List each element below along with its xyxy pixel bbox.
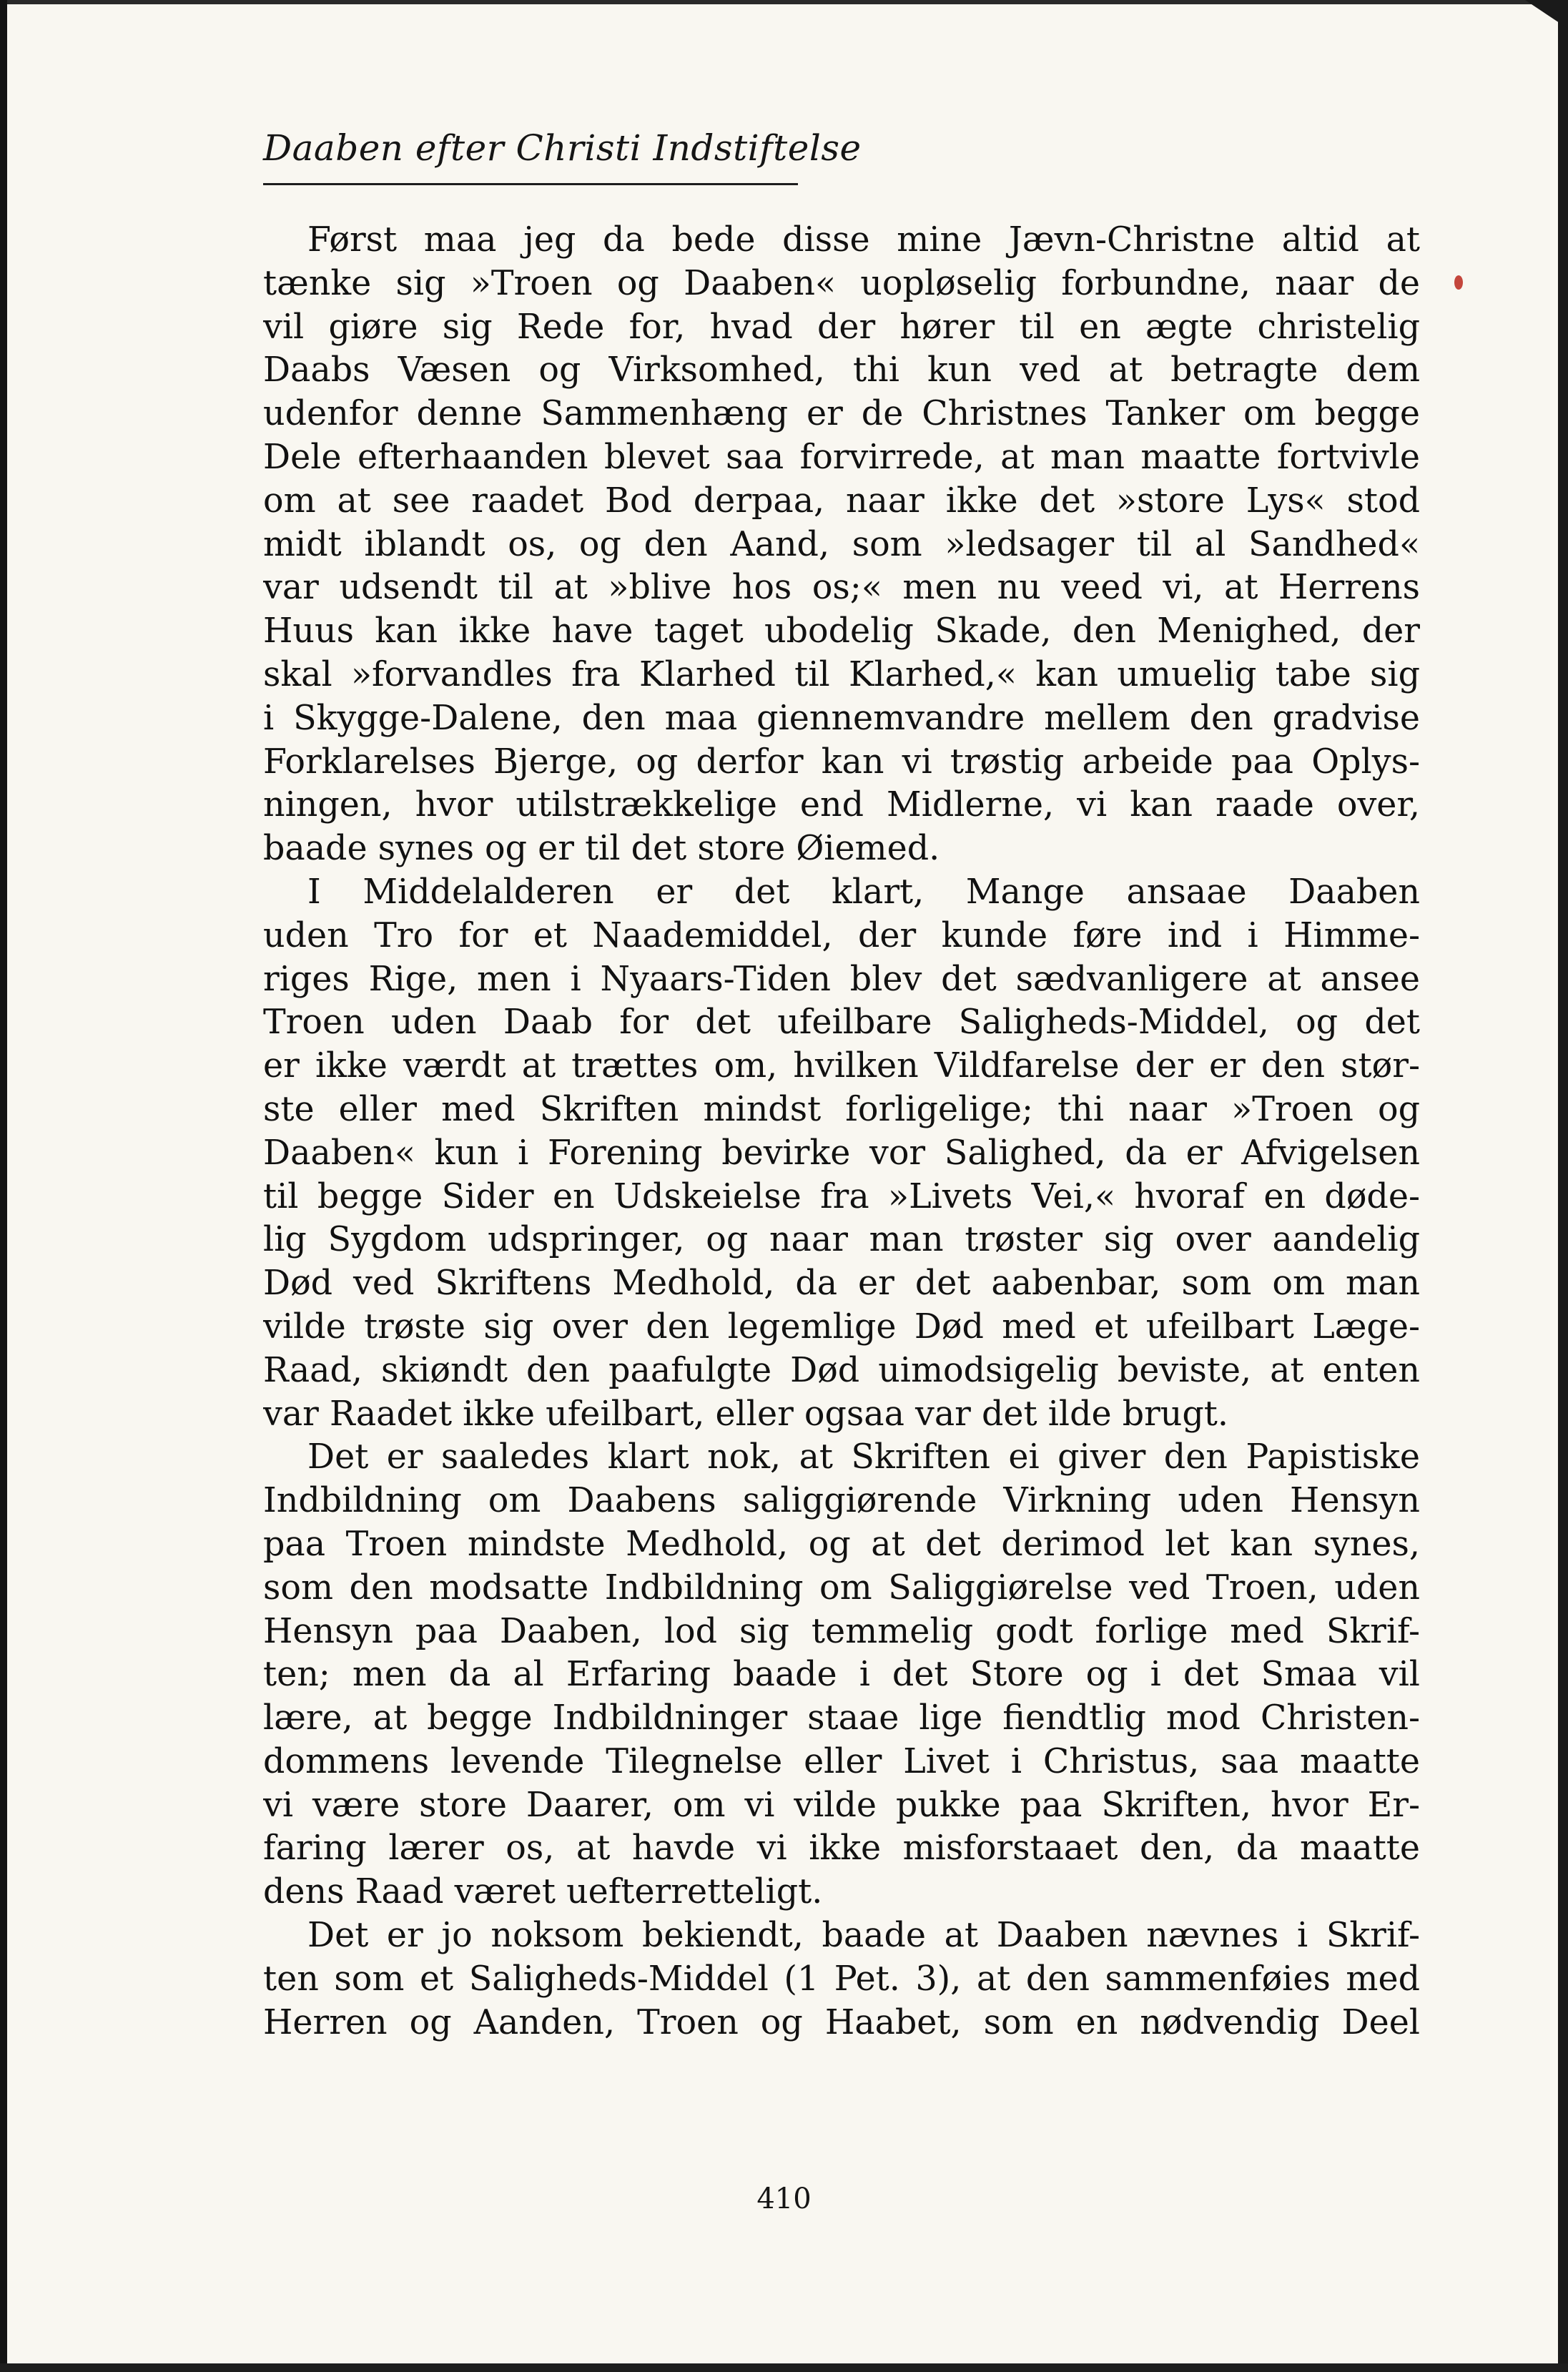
text-line: var Raadet ikke ufeilbart, eller ogsaa var det ilde brugt. [263,1394,1228,1434]
text-line: faring lærer os, at havde vi ikke misforstaaet den, da maatte [263,1829,1420,1869]
text-line: Det er jo noksom bekiendt, baade at Daaben nævnes i Skrif- [307,1916,1420,1956]
paragraph [263,871,1420,1436]
text-line: Hensyn paa Daaben, lod sig temmelig godt forlige med Skrif- [263,1611,1420,1651]
text-line: om at see raadet Bod derpaa, naar ikke det »store Lys« stod [263,481,1420,521]
text-line: vilde trøste sig over den legemlige Død med et ufeilbart Læge- [263,1306,1420,1347]
text-line: lære, at begge Indbildninger staae lige fiendtlig mod Christen- [263,1698,1420,1738]
text-line: Det er saaledes klart nok, at Skriften ei giver den Papistiske [307,1437,1420,1477]
text-line: Huus kan ikke have taget ubodelig Skade, den Menighed, der [263,611,1420,651]
paragraph [263,1436,1420,1914]
text-line: i Skygge-Dalene, den maa giennemvandre mellem den gradvise [263,698,1420,738]
page-corner-shadow [1525,0,1568,29]
text-line: Troen uden Daab for det ufeilbare Saligheds-Middel, og det [263,1003,1420,1043]
text-line: vil giøre sig Rede for, hvad der hører til en ægte christelig [263,307,1420,347]
text-line: ten; men da al Erfaring baade i det Store og i det Smaa vil [263,1655,1420,1695]
text-line: riges Rige, men i Nyaars-Tiden blev det sædvanligere at ansee [263,959,1420,999]
page-edge-left [0,0,7,2372]
paragraph [263,219,1420,871]
body-text [263,219,1420,2044]
page-edge-bottom [0,2363,1568,2372]
text-line: Dele efterhaanden blevet saa forvirrede, at man maatte fortvivle [263,437,1420,477]
text-line: udenfor denne Sammenhæng er de Christnes Tanker om begge [263,394,1420,434]
text-line: skal »forvandles fra Klarhed til Klarhed,« kan umuelig tabe sig [263,654,1420,694]
text-line: Indbildning om Daabens saliggiørende Virkning uden Hensyn [263,1481,1420,1521]
text-line: Forklarelses Bjerge, og derfor kan vi trøstig arbeide paa Oplys- [263,742,1420,782]
text-line: paa Troen mindste Medhold, og at det derimod let kan synes, [263,1524,1420,1564]
text-line: vi være store Daarer, om vi vilde pukke paa Skriften, hvor Er- [263,1785,1420,1825]
text-line: var udsendt til at »blive hos os;« men nu veed vi, at Herrens [263,568,1420,608]
running-head: Daaben efter Christi Indstiftelse [263,127,862,169]
text-line: lig Sygdom udspringer, og naar man trøster sig over aandelig [263,1220,1420,1260]
text-line: tænke sig »Troen og Daaben« uopløselig forbundne, naar de [263,263,1420,303]
text-line: I Middelalderen er det klart, Mange ansaae Daaben [307,872,1420,912]
page-number: 410 [756,2182,812,2215]
text-line: Daabs Væsen og Virksomhed, thi kun ved at betragte dem [263,350,1420,390]
text-line: Død ved Skriftens Medhold, da er det aabenbar, som om man [263,1264,1420,1304]
text-line: Raad, skiøndt den paafulgte Død uimodsigelig beviste, at enten [263,1350,1420,1390]
text-line: dens Raad været uefterretteligt. [263,1872,823,1912]
text-line: Daaben« kun i Forening bevirke vor Salighed, da er Afvigelsen [263,1133,1420,1173]
page-edge-right [1558,0,1568,2372]
text-line: uden Tro for et Naademiddel, der kunde føre ind i Himme- [263,915,1420,955]
text-line: baade synes og er til det store Øiemed. [263,829,940,869]
text-line: Herren og Aanden, Troen og Haabet, som en nødvendig Deel [263,2002,1420,2042]
text-line: dommens levende Tilegnelse eller Livet i Christus, saa maatte [263,1741,1420,1781]
running-head-underline [263,183,798,185]
text-line: som den modsatte Indbildning om Saliggiørelse ved Troen, uden [263,1568,1420,1608]
page-edge-top [0,0,1568,4]
text-line: ningen, hvor utilstrækkelige end Midlerne, vi kan raade over, [263,785,1420,825]
text-line: er ikke værdt at trættes om, hvilken Vildfarelse der er den stør- [263,1046,1420,1086]
text-line: ste eller med Skriften mindst forligelige; thi naar »Troen og [263,1089,1420,1129]
paragraph [263,1914,1420,2044]
text-line: midt iblandt os, og den Aand, som »ledsager til al Sandhed« [263,524,1420,564]
text-line: til begge Sider en Udskeielse fra »Livets Vei,« hvoraf en døde- [263,1176,1420,1216]
margin-mark [1454,275,1463,290]
text-line: Først maa jeg da bede disse mine Jævn-Christne altid at [307,220,1420,260]
text-line: ten som et Saligheds-Middel (1 Pet. 3), at den sammenføies med [263,1959,1420,1999]
